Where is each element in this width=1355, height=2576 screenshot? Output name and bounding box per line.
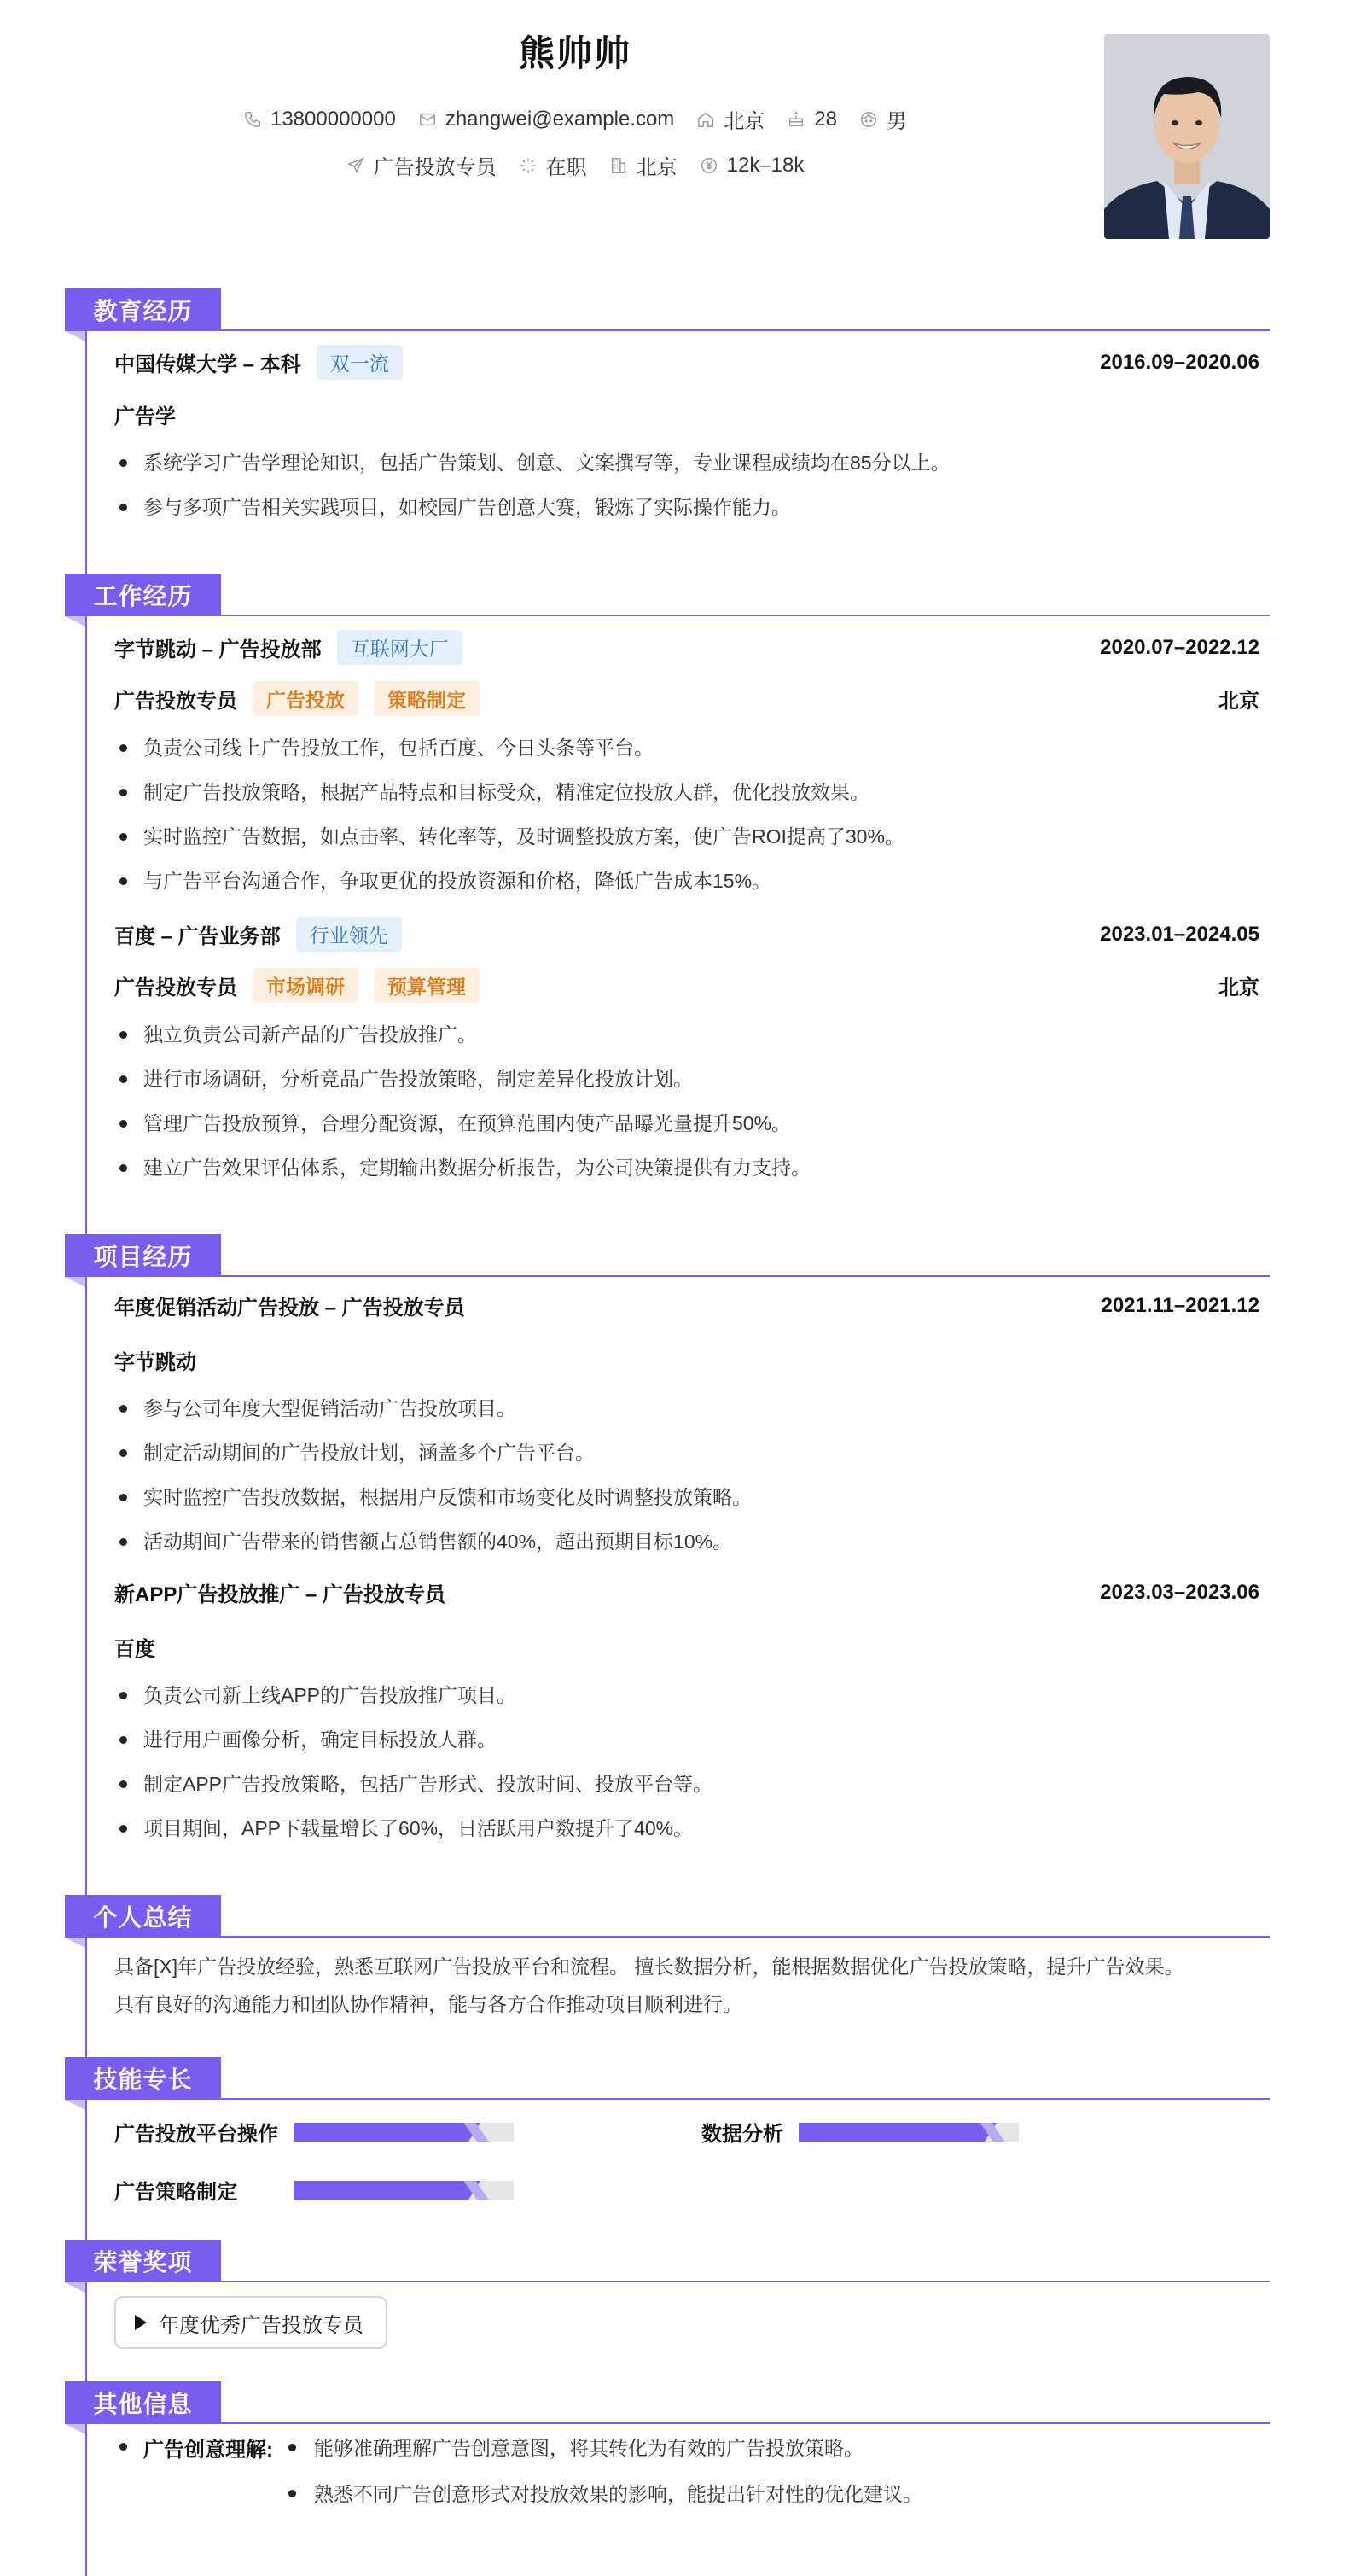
section-fold [65,331,85,341]
project-name: 新APP广告投放推广 – 广告投放专员 [114,1583,446,1606]
list-item: 实时监控广告投放数据，根据用户反馈和市场变化及时调整投放策略。 [114,1482,1249,1526]
list-item: 进行市场调研，分析竞品广告投放策略，制定差异化投放计划。 [114,1064,1249,1108]
section-fold [65,1277,85,1287]
skill-name: 广告投放平台操作 [114,2123,278,2146]
school-tag: 双一流 [317,345,403,380]
list-item: 能够准确理解广告创意意图，将其转化为有效的广告投放策略。 [283,2433,922,2479]
target-city-item [609,150,678,180]
job-bullets [114,732,1249,910]
list-item: 负责公司线上广告投放工作，包括百度、今日头条等平台。 [114,732,1249,777]
contact-row [0,104,1150,134]
phone-text: 13800000000 [270,107,396,131]
email-item [418,108,675,131]
job-period: 2023.01–2024.05 [1100,922,1259,946]
company-tag: 行业领先 [296,917,402,952]
section-work [65,574,1270,618]
section-rule [221,2422,1270,2424]
company-name: 字节跳动 – 广告投放部 [114,638,322,661]
role-tag: 市场调研 [253,968,358,1003]
play-triangle-icon [135,2315,147,2330]
section-other [65,2381,1270,2426]
project-bullets [114,1680,1249,1857]
other-key: 广告创意理解: [114,2433,273,2462]
company-name: 百度 – 广告业务部 [114,925,281,948]
mail-icon [418,110,437,129]
job-intent-item [346,150,497,180]
email-text: zhangwei@example.com [445,107,675,131]
project-period: 2021.11–2021.12 [1101,1293,1259,1317]
summary-line: 具有良好的沟通能力和团队协作精神，能与各方合作推动项目顺利进行。 [114,1993,742,2015]
avatar-illustration [1104,34,1270,239]
job-role: 广告投放专员 [114,976,237,1000]
job-intent-text: 广告投放专员 [373,156,497,179]
section-summary [65,1895,1270,1939]
major: 广告学 [114,405,176,428]
age-item [787,108,837,131]
list-item: 与广告平台沟通合作，争取更优的投放资源和价格，降低广告成本15%。 [114,865,1249,910]
skill-item [701,2117,1019,2147]
section-title: 项目经历 [65,1234,221,1277]
salary-item [700,154,805,178]
award-text: 年度优秀广告投放专员 [159,2313,363,2337]
section-projects [65,1234,1270,1279]
section-rule [221,2281,1270,2282]
job-role-row [114,681,1259,716]
profile-photo [1104,34,1270,239]
role-tag: 预算管理 [374,968,480,1003]
phone-icon [243,110,262,129]
skill-bar [294,2123,514,2142]
section-skills [65,2057,1270,2101]
list-item: 项目期间，APP下载量增长了60%，日活跃用户数提升了40%。 [114,1813,1249,1857]
summary-line: 具备[X]年广告投放经验，熟悉互联网广告投放平台和流程。 擅长数据分析，能根据数据优化广告投放策略，提升广告效果。 [114,1955,1184,1978]
section-title: 教育经历 [65,288,221,331]
skill-item [114,2175,514,2205]
job-period: 2020.07–2022.12 [1100,635,1259,659]
skill-bar-fill [294,2123,468,2142]
section-fold [65,2424,85,2434]
skill-bar-fill [799,2123,985,2142]
section-title: 荣誉奖项 [65,2240,221,2282]
section-honors [65,2240,1270,2284]
skill-name: 数据分析 [701,2123,783,2146]
list-item: 制定APP广告投放策略，包括广告形式、投放时间、投放平台等。 [114,1769,1249,1813]
list-item: 管理广告投放预算，合理分配资源，在预算范围内使产品曝光量提升50%。 [114,1108,1249,1152]
project-bullets [114,1393,1249,1571]
project-org: 字节跳动 [114,1351,196,1374]
section-title: 技能专长 [65,2057,221,2100]
list-item: 熟悉不同广告创意形式对投放效果的影响，能提出针对性的优化建议。 [283,2479,922,2525]
list-item: 独立负责公司新产品的广告投放推广。 [114,1019,1249,1064]
status-item [519,150,587,180]
salary-text: 12k–18k [726,153,805,177]
project-header [114,1291,1259,1320]
role-tag: 策略制定 [374,681,480,716]
gender-item [859,104,907,134]
section-title: 工作经历 [65,574,221,616]
section-rule [221,615,1270,616]
face-icon [859,110,878,129]
job-header [114,917,1259,952]
section-education [65,288,1270,333]
project-name: 年度促销活动广告投放 – 广告投放专员 [114,1297,465,1320]
skill-bar [294,2181,514,2200]
education-period: 2016.09–2020.06 [1100,350,1259,374]
role-tag: 广告投放 [253,681,358,716]
list-item: 制定广告投放策略，根据产品特点和目标受众，精准定位投放人群，优化投放效果。 [114,777,1249,821]
skill-name: 广告策略制定 [114,2181,237,2204]
other-bullets [283,2433,922,2525]
list-item: 参与公司年度大型促销活动广告投放项目。 [114,1393,1249,1437]
school-name: 中国传媒大学 – 本科 [114,353,301,376]
send-icon [346,156,365,175]
section-fold [65,2282,85,2293]
list-item: 系统学习广告学理论知识，包括广告策划、创意、文案撰写等，专业课程成绩均在85分以上。 [114,447,1249,492]
age-text: 28 [814,107,838,131]
candidate-name: 熊帅帅 [518,33,631,73]
award-item [114,2296,387,2349]
list-item: 参与多项广告相关实践项目，如校园广告创意大赛，锻炼了实际操作能力。 [114,492,1249,536]
project-org: 百度 [114,1638,155,1661]
list-item: 进行用户画像分析，确定目标投放人群。 [114,1724,1249,1769]
section-rule [221,2098,1270,2100]
job-city: 北京 [1218,976,1259,1000]
cake-icon [787,110,805,129]
list-item: 制定活动期间的广告投放计划，涵盖多个广告平台。 [114,1437,1249,1482]
section-rule [221,1275,1270,1277]
section-rule [221,1936,1270,1938]
job-header [114,630,1259,665]
city-text: 北京 [724,110,765,133]
gender-text: 男 [887,110,908,133]
education-header [114,345,1259,380]
yuan-coin-icon [700,156,718,175]
list-item: 实时监控广告数据，如点击率、转化率等，及时调整投放方案，使广告ROI提高了30%。 [114,821,1249,865]
section-fold [65,1938,85,1948]
education-bullets [114,447,1249,536]
skill-bar-fill [294,2181,468,2200]
loader-icon [519,156,538,175]
job-role-row [114,968,1259,1003]
intent-row [0,150,1150,180]
section-title: 个人总结 [65,1895,221,1938]
section-title: 其他信息 [65,2381,221,2424]
project-period: 2023.03–2023.06 [1100,1580,1259,1604]
building-icon [609,156,628,175]
job-city: 北京 [1218,690,1259,713]
skill-item [114,2117,514,2147]
skill-bar [799,2123,1019,2142]
summary-text [114,1948,1275,2023]
job-role: 广告投放专员 [114,690,237,713]
company-tag: 互联网大厂 [337,630,462,665]
list-item: 负责公司新上线APP的广告投放推广项目。 [114,1680,1249,1724]
job-bullets [114,1019,1249,1197]
city-item [696,104,765,134]
phone-item [243,108,396,131]
section-rule [221,329,1270,331]
section-fold [65,2100,85,2110]
project-header [114,1577,1259,1607]
status-text: 在职 [545,156,587,179]
list-item: 活动期间广告带来的销售额占总销售额的40%，超出预期目标10%。 [114,1526,1249,1571]
section-fold [65,616,85,627]
home-icon [696,110,715,129]
target-city-text: 北京 [636,156,678,179]
list-item: 建立广告效果评估体系，定期输出数据分析报告，为公司决策提供有力支持。 [114,1152,1249,1197]
